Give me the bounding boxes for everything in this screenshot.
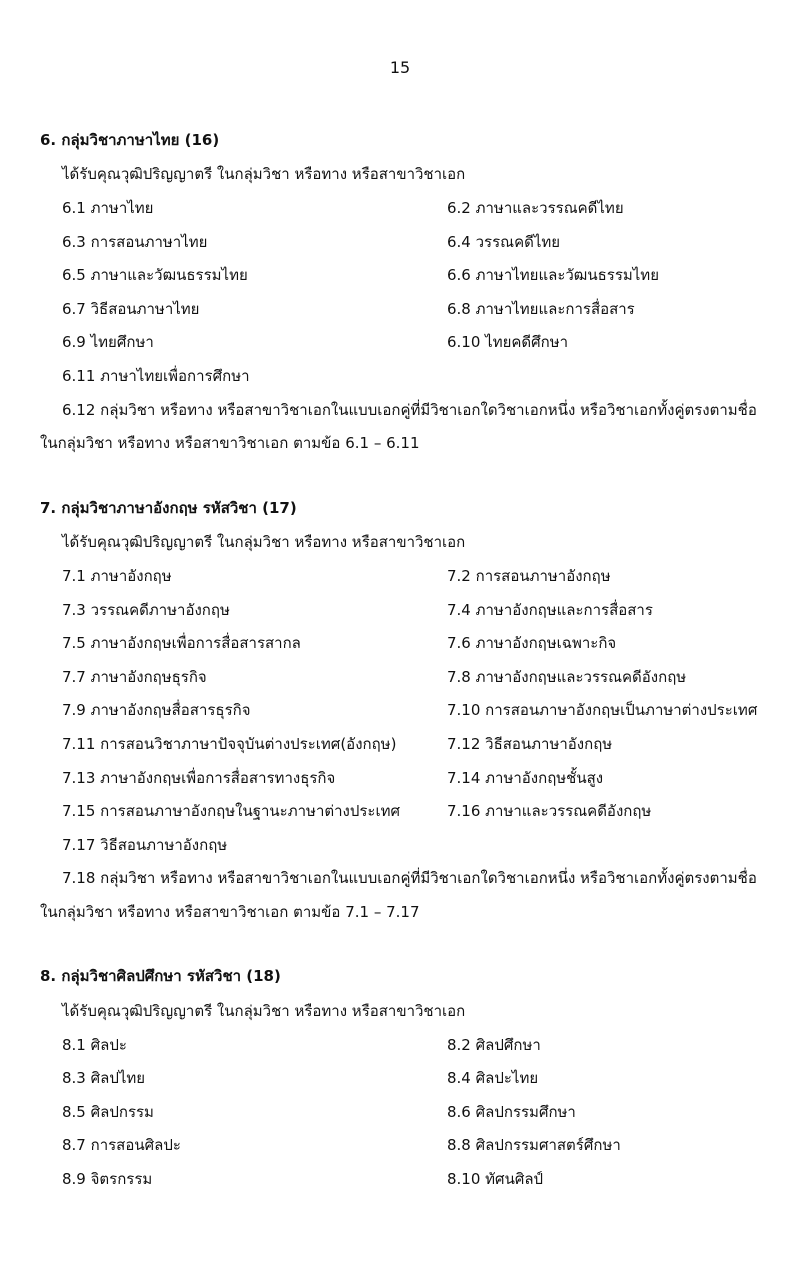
list-item: 7.10 การสอนภาษาอังกฤษเป็นภาษาต่างประเทศ [447, 701, 758, 719]
list-item: 6.5 ภาษาและวัฒนธรรมไทย [62, 266, 248, 284]
section-title: 8. กลุ่มวิชาศิลปศึกษา รหัสวิชา (18) [40, 967, 281, 985]
list-item: 7.11 การสอนวิชาภาษาปัจจุบันต่างประเทศ(อังกฤษ) [62, 735, 397, 753]
list-item: 8.9 จิตรกรรม [62, 1170, 153, 1188]
list-item: 6.9 ไทยศึกษา [62, 333, 154, 351]
list-item: 8.10 ทัศนศิลป์ [447, 1170, 544, 1188]
page-number: 15 [389, 58, 411, 77]
list-item: 8.6 ศิลปกรรมศึกษา [447, 1103, 576, 1121]
list-item: 7.12 วิธีสอนภาษาอังกฤษ [447, 735, 613, 753]
list-item: 6.10 ไทยคดีศึกษา [447, 333, 569, 351]
list-item: 6.6 ภาษาไทยและวัฒนธรรมไทย [447, 266, 659, 284]
closing-clause-continued: ในกลุ่มวิชา หรือทาง หรือสาขาวิชาเอก ตามข้อ 6.1 – 6.11 [40, 434, 420, 452]
list-item: 7.1 ภาษาอังกฤษ [62, 567, 172, 585]
list-item: 7.8 ภาษาอังกฤษและวรรณคดีอังกฤษ [447, 668, 687, 686]
list-item: 7.5 ภาษาอังกฤษเพื่อการสื่อสารสากล [62, 634, 301, 652]
list-item: 6.8 ภาษาไทยและการสื่อสาร [447, 300, 635, 318]
closing-clause-continued: ในกลุ่มวิชา หรือทาง หรือสาขาวิชาเอก ตามข้อ 7.1 – 7.17 [40, 903, 420, 921]
list-item: 8.2 ศิลปศึกษา [447, 1036, 541, 1054]
section-intro: ได้รับคุณวุฒิปริญญาตรี ในกลุ่มวิชา หรือทาง หรือสาขาวิชาเอก [62, 1002, 466, 1020]
list-item: 6.2 ภาษาและวรรณคดีไทย [447, 199, 624, 217]
list-item: 7.4 ภาษาอังกฤษและการสื่อสาร [447, 601, 653, 619]
list-item: 8.7 การสอนศิลปะ [62, 1136, 181, 1154]
list-item: 6.4 วรรณคดีไทย [447, 233, 561, 251]
list-item: 7.6 ภาษาอังกฤษเฉพาะกิจ [447, 634, 617, 652]
section-title: 6. กลุ่มวิชาภาษาไทย (16) [40, 131, 220, 149]
list-item: 8.8 ศิลปกรรมศาสตร์ศึกษา [447, 1136, 621, 1154]
section-intro: ได้รับคุณวุฒิปริญญาตรี ในกลุ่มวิชา หรือทาง หรือสาขาวิชาเอก [62, 165, 466, 183]
list-item: 7.2 การสอนภาษาอังกฤษ [447, 567, 611, 585]
list-item: 6.11 ภาษาไทยเพื่อการศึกษา [62, 367, 250, 385]
closing-clause: 7.18 กลุ่มวิชา หรือทาง หรือสาขาวิชาเอกในแบบเอกคู่ที่มีวิชาเอกใดวิชาเอกหนึ่ง หรือวิชาเอกทั้งคู่ตรงตามชื่อ [62, 869, 757, 887]
list-item: 6.1 ภาษาไทย [62, 199, 154, 217]
list-item: 8.1 ศิลปะ [62, 1036, 127, 1054]
list-item: 7.7 ภาษาอังกฤษธุรกิจ [62, 668, 207, 686]
list-item: 7.16 ภาษาและวรรณคดีอังกฤษ [447, 802, 652, 820]
list-item: 8.5 ศิลปกรรม [62, 1103, 154, 1121]
list-item: 7.9 ภาษาอังกฤษสื่อสารธุรกิจ [62, 701, 251, 719]
list-item: 8.3 ศิลปไทย [62, 1069, 146, 1087]
list-item: 8.4 ศิลปะไทย [447, 1069, 539, 1087]
closing-clause: 6.12 กลุ่มวิชา หรือทาง หรือสาขาวิชาเอกในแบบเอกคู่ที่มีวิชาเอกใดวิชาเอกหนึ่ง หรือวิชาเอกทั้งคู่ตรงตามชื่อ [62, 401, 757, 419]
list-item: 7.13 ภาษาอังกฤษเพื่อการสื่อสารทางธุรกิจ [62, 769, 336, 787]
list-item: 7.14 ภาษาอังกฤษชั้นสูง [447, 769, 604, 787]
section-title: 7. กลุ่มวิชาภาษาอังกฤษ รหัสวิชา (17) [40, 499, 297, 517]
list-item: 7.17 วิธีสอนภาษาอังกฤษ [62, 836, 228, 854]
list-item: 7.3 วรรณคดีภาษาอังกฤษ [62, 601, 230, 619]
section-intro: ได้รับคุณวุฒิปริญญาตรี ในกลุ่มวิชา หรือทาง หรือสาขาวิชาเอก [62, 533, 466, 551]
list-item: 6.7 วิธีสอนภาษาไทย [62, 300, 200, 318]
list-item: 6.3 การสอนภาษาไทย [62, 233, 208, 251]
list-item: 7.15 การสอนภาษาอังกฤษในฐานะภาษาต่างประเทศ [62, 802, 401, 820]
